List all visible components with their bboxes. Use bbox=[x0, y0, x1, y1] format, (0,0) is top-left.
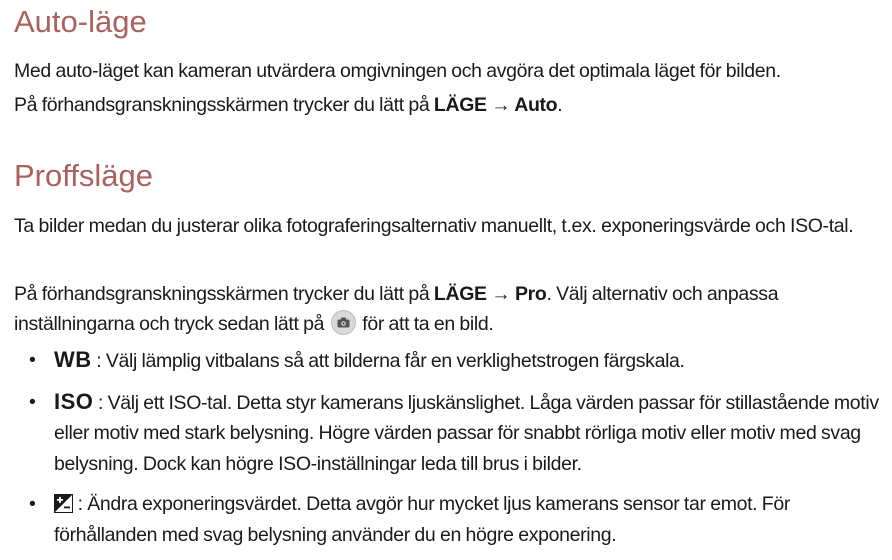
pro-mode-heading: Proffsläge bbox=[14, 158, 154, 193]
list-item-exposure bbox=[14, 489, 886, 550]
iso-tag: ISO bbox=[54, 388, 94, 414]
iso-description: : Välj ett ISO-tal. Detta styr kamerans ljuskänslighet. Låga värden passar för stillastående motiv eller motiv med stark belysning. Högre värden passar för snabbt rörliga motiv eller motiv med svag belysning. Dock kan högre ISO-inställningar leda till brus i bilder. bbox=[54, 391, 879, 475]
auto-mode-heading: Auto-läge bbox=[14, 4, 147, 39]
wb-description: : Välj lämplig vitbalans så att bilderna får en verklighetstrogen färgskala. bbox=[91, 350, 685, 372]
exposure-icon bbox=[54, 492, 73, 511]
auto-mode-intro: Med auto-läget kan kameran utvärdera omgivningen och avgöra det optimala läget för bilden. bbox=[14, 60, 781, 82]
pro-step-prefix: På förhandsgranskningsskärmen trycker du lätt på bbox=[14, 283, 434, 305]
auto-step-suffix: . bbox=[557, 94, 563, 116]
pro-step-line2-prefix: inställningarna och tryck sedan lätt på bbox=[14, 313, 329, 335]
pro-step-target: Pro bbox=[514, 283, 547, 305]
camera-icon bbox=[331, 310, 356, 335]
list-item-iso bbox=[14, 387, 886, 480]
auto-mode-step bbox=[14, 90, 562, 120]
pro-step-mode: LÄGE bbox=[433, 283, 487, 305]
auto-step-target: Auto bbox=[514, 94, 558, 116]
exposure-description: : Ändra exponeringsvärdet. Detta avgör hur mycket ljus kamerans sensor tar emot. För förhållanden med svag belysning använder du en högre exponering. bbox=[54, 493, 790, 546]
wb-tag: WB bbox=[54, 347, 92, 372]
pro-step-mid: . Välj alternativ och anpassa bbox=[546, 283, 779, 305]
pro-step-line2-suffix: för att ta en bild. bbox=[357, 313, 494, 335]
pro-mode-step bbox=[14, 279, 778, 339]
bullet: • bbox=[29, 349, 36, 371]
auto-step-mode: LÄGE bbox=[433, 94, 487, 116]
auto-step-arrow: → bbox=[486, 94, 515, 116]
bullet: • bbox=[29, 493, 36, 515]
pro-mode-intro: Ta bilder medan du justerar olika fotograferingsalternativ manuellt, t.ex. exponeringsvärde och ISO-tal. bbox=[14, 215, 854, 237]
pro-step-arrow: → bbox=[486, 283, 515, 305]
bullet: • bbox=[29, 390, 36, 413]
pro-options-list bbox=[14, 345, 886, 560]
auto-step-prefix: På förhandsgranskningsskärmen trycker du lätt på bbox=[14, 94, 434, 116]
list-item-wb bbox=[14, 345, 886, 377]
